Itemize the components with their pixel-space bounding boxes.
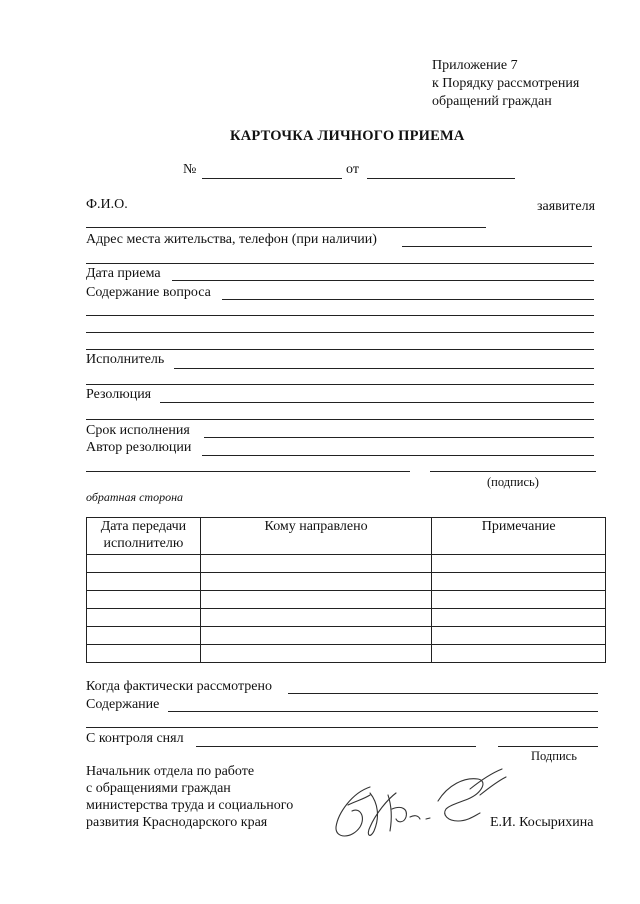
author-label: Автор резолюции xyxy=(86,440,192,455)
table-cell[interactable] xyxy=(87,627,201,645)
resolution-line-2 xyxy=(86,419,594,420)
resolution-line xyxy=(160,402,594,403)
table-cell[interactable] xyxy=(200,609,431,627)
table-cell[interactable] xyxy=(87,645,201,663)
table-header: Дата передачи исполнителю xyxy=(87,518,201,555)
signature-caption: (подпись) xyxy=(487,475,539,489)
table-cell[interactable] xyxy=(432,591,606,609)
table-cell[interactable] xyxy=(200,627,431,645)
fio-line xyxy=(86,227,486,228)
table-cell[interactable] xyxy=(87,609,201,627)
table-cell[interactable] xyxy=(432,645,606,663)
table-row xyxy=(87,591,606,609)
table-cell[interactable] xyxy=(432,627,606,645)
signer-line-2: с обращениями граждан xyxy=(86,781,231,796)
signer-line-1: Начальник отдела по работе xyxy=(86,764,255,779)
deadline-label: Срок исполнения xyxy=(86,423,190,438)
table-row xyxy=(87,609,606,627)
reverse-side-label: обратная сторона xyxy=(86,490,184,504)
content-label: Содержание вопроса xyxy=(86,285,211,300)
handwritten-signature xyxy=(330,765,510,845)
signer-line-3: министерства труда и социального xyxy=(86,798,294,813)
address-label: Адрес места жительства, телефон (при наличии) xyxy=(86,232,377,247)
signature-label: Подпись xyxy=(531,749,577,763)
table-cell[interactable] xyxy=(432,555,606,573)
content-line-3 xyxy=(86,332,594,333)
appendix-line-2: к Порядку рассмотрения xyxy=(432,76,580,91)
number-label: № xyxy=(183,162,197,177)
table-cell[interactable] xyxy=(432,573,606,591)
from-label: от xyxy=(346,162,359,177)
table-header: Кому направлено xyxy=(200,518,431,555)
considered-label: Когда фактически рассмотрено xyxy=(86,679,272,694)
removed-label: С контроля снял xyxy=(86,731,184,746)
number-line xyxy=(202,178,342,179)
deadline-line xyxy=(204,437,594,438)
table-header-row xyxy=(87,518,606,555)
table-cell[interactable] xyxy=(432,609,606,627)
table-cell[interactable] xyxy=(87,591,201,609)
author-line xyxy=(202,455,594,456)
applicant-label: заявителя xyxy=(537,199,596,214)
table-cell[interactable] xyxy=(200,555,431,573)
executor-line-2 xyxy=(86,384,594,385)
signer-name: Е.И. Косырихина xyxy=(490,815,594,830)
bottom-content-line-2 xyxy=(86,727,598,728)
page-title: КАРТОЧКА ЛИЧНОГО ПРИЕМА xyxy=(230,128,465,144)
bottom-content-label: Содержание xyxy=(86,697,160,712)
content-line xyxy=(222,299,594,300)
author-line-2a xyxy=(86,471,410,472)
appendix-line-3: обращений граждан xyxy=(432,94,552,109)
resolution-label: Резолюция xyxy=(86,387,152,402)
fio-label: Ф.И.О. xyxy=(86,197,128,212)
date-label: Дата приема xyxy=(86,266,161,281)
table-row xyxy=(87,645,606,663)
table-row xyxy=(87,627,606,645)
executor-label: Исполнитель xyxy=(86,352,165,367)
table-cell[interactable] xyxy=(87,573,201,591)
author-line-2b xyxy=(430,471,596,472)
bottom-content-line xyxy=(168,711,598,712)
distribution-table xyxy=(86,517,606,663)
table-cell[interactable] xyxy=(200,591,431,609)
signer-line-4: развития Краснодарского края xyxy=(86,815,268,830)
table-cell[interactable] xyxy=(200,573,431,591)
removed-line xyxy=(196,746,476,747)
from-line xyxy=(367,178,515,179)
content-line-2 xyxy=(86,315,594,316)
table-row xyxy=(87,555,606,573)
address-line xyxy=(402,246,592,247)
table-header: Примечание xyxy=(432,518,606,555)
considered-line xyxy=(288,693,598,694)
table-cell[interactable] xyxy=(87,555,201,573)
content-line-4 xyxy=(86,349,594,350)
removed-line-2 xyxy=(498,746,598,747)
appendix-line-1: Приложение 7 xyxy=(432,58,518,73)
date-line xyxy=(172,280,594,281)
table-cell[interactable] xyxy=(200,645,431,663)
executor-line xyxy=(174,368,594,369)
address-line-2 xyxy=(86,263,594,264)
table-row xyxy=(87,573,606,591)
